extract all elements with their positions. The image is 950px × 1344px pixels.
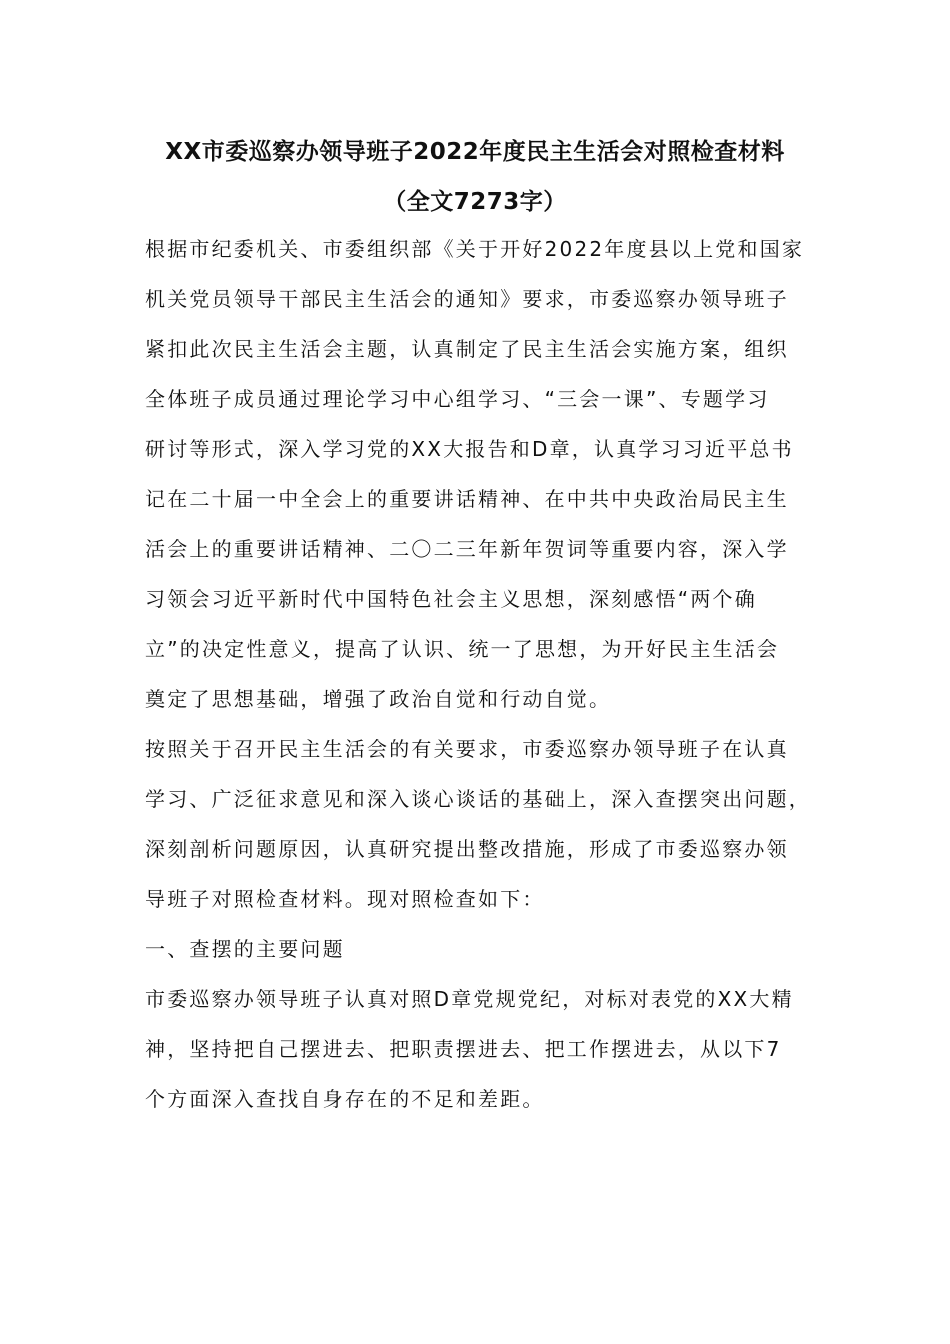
text-line: 个方面深入查找自身存在的不足和差距。	[145, 1087, 545, 1111]
document-title: XX市委巡察办领导班子2022年度民主生活会对照检查材料	[165, 139, 785, 165]
text-line: 活会上的重要讲话精神、二〇二三年新年贺词等重要内容，深入学	[145, 537, 789, 561]
text-line: 机关党员领导干部民主生活会的通知》要求，市委巡察办领导班子	[145, 287, 789, 311]
text-line: 立”的决定性意义，提高了认识、统一了思想，为开好民主生活会	[145, 637, 780, 661]
text-line: 记在二十届一中全会上的重要讲话精神、在中共中央政治局民主生	[145, 487, 789, 511]
text-line: 按照关于召开民主生活会的有关要求，市委巡察办领导班子在认真	[145, 737, 789, 761]
text-line: 导班子对照检查材料。现对照检查如下：	[145, 887, 545, 911]
text-line: 神，坚持把自己摆进去、把职责摆进去、把工作摆进去，从以下7	[145, 1037, 782, 1061]
text-line: 全体班子成员通过理论学习中心组学习、“三会一课”、专题学习	[145, 387, 770, 411]
text-line: 学习、广泛征求意见和深入谈心谈话的基础上，深入查摆突出问题，	[145, 787, 811, 811]
text-line: 习领会习近平新时代中国特色社会主义思想，深刻感悟“两个确	[145, 587, 757, 611]
text-line: 市委巡察办领导班子认真对照D章党规党纪，对标对表党的XX大精	[145, 987, 794, 1011]
document-subtitle: （全文7273字）	[383, 189, 567, 215]
section-heading: 一、查摆的主要问题	[145, 937, 345, 961]
text-line: 紧扣此次民主生活会主题，认真制定了民主生活会实施方案，组织	[145, 337, 789, 361]
text-line: 奠定了思想基础，增强了政治自觉和行动自觉。	[145, 687, 612, 711]
text-line: 根据市纪委机关、市委组织部《关于开好2022年度县以上党和国家	[145, 237, 805, 261]
text-line: 深刻剖析问题原因，认真研究提出整改措施，形成了市委巡察办领	[145, 837, 789, 861]
text-line: 研讨等形式，深入学习党的XX大报告和D章，认真学习习近平总书	[145, 437, 794, 461]
